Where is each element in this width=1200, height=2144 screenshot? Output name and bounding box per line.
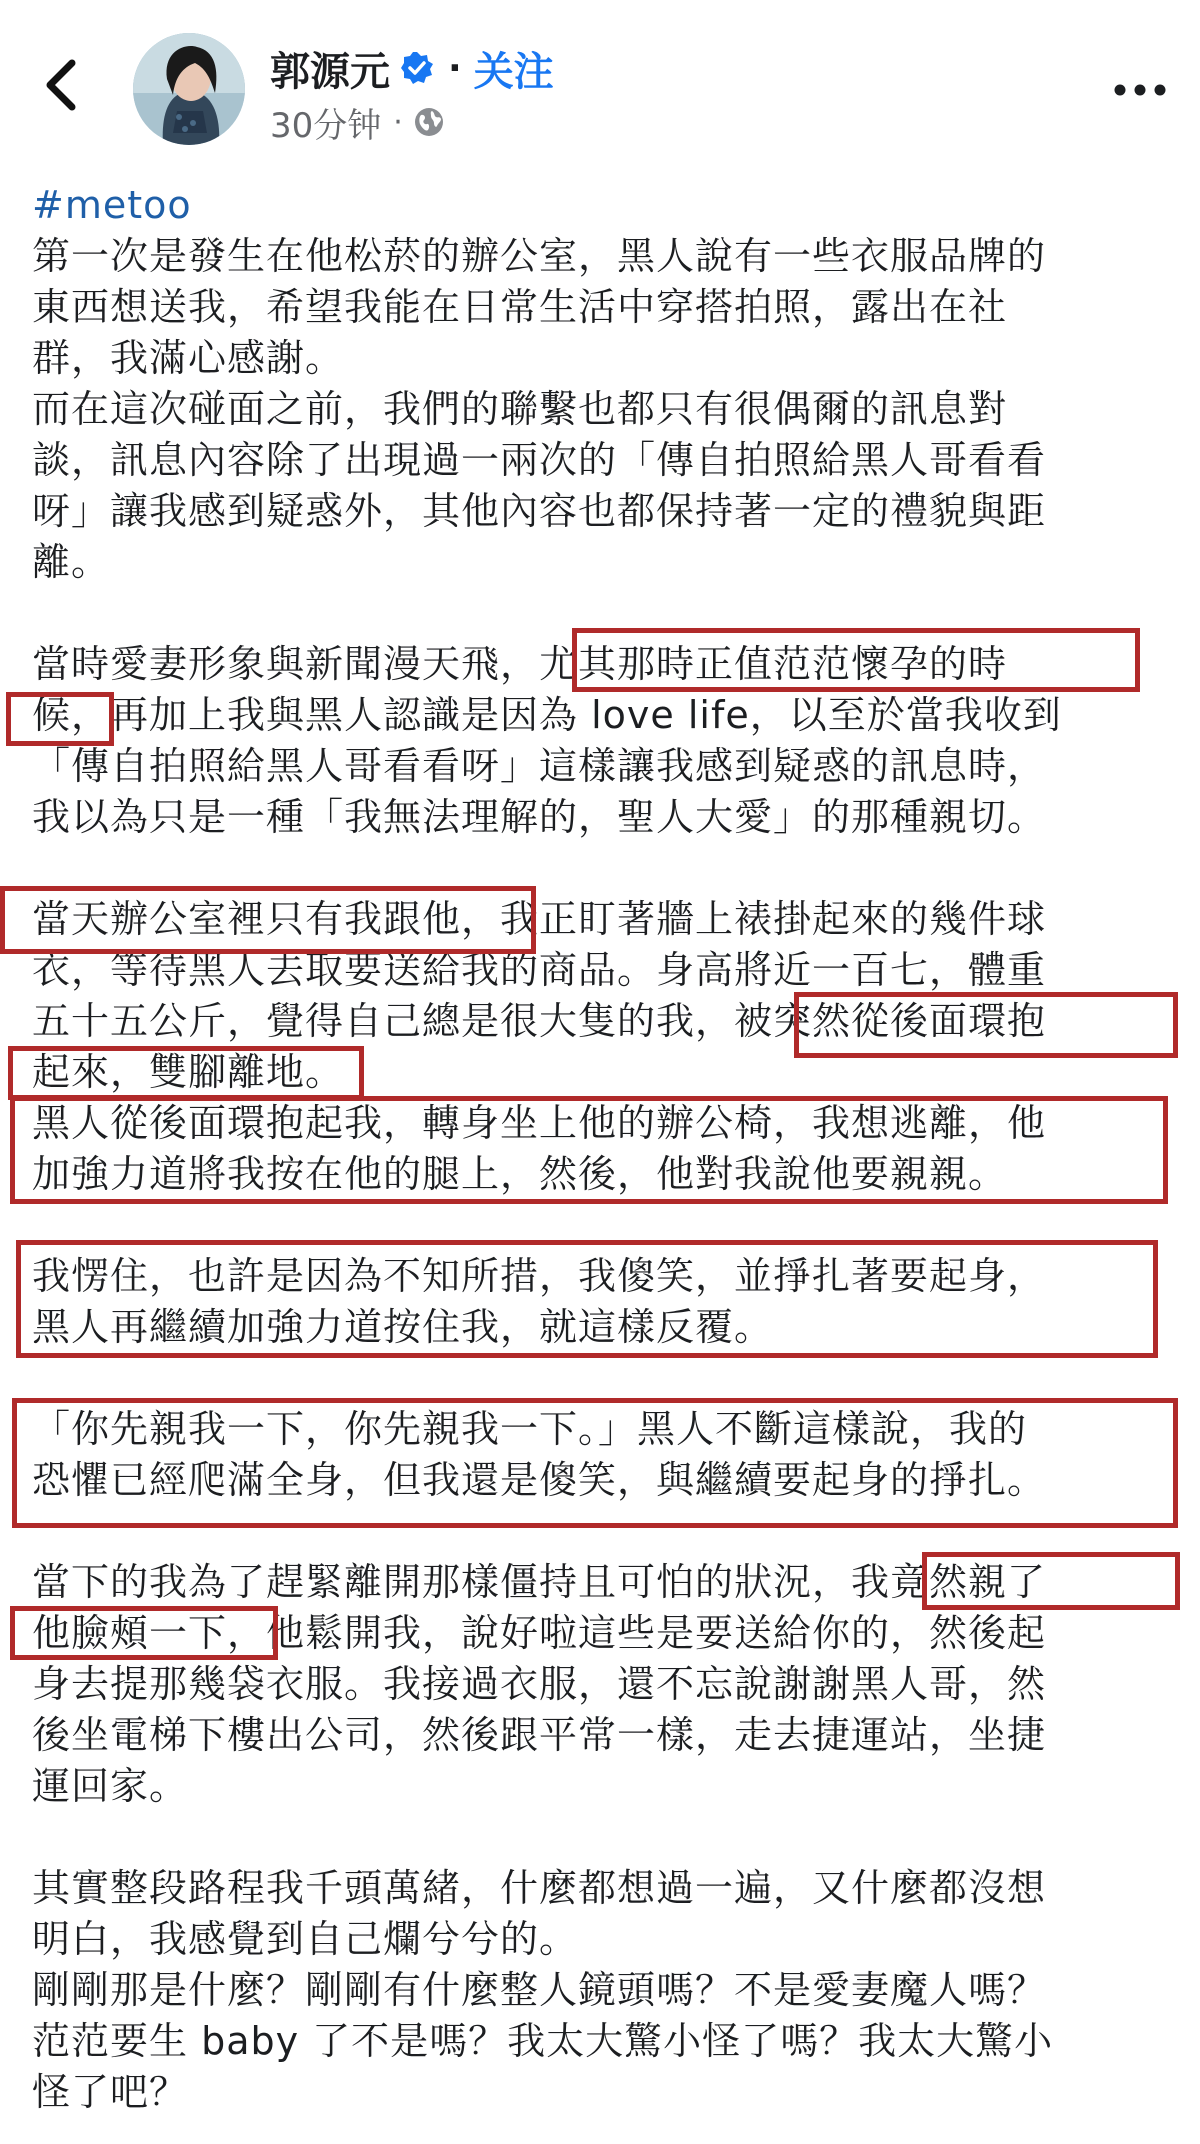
verified-badge-icon: [400, 51, 434, 85]
post-text-line: 「傳自拍照給黑人哥看看呀」這樣讓我感到疑惑的訊息時，: [32, 744, 1047, 788]
post-text-line: 黑人從後面環抱起我，轉身坐上他的辦公椅，我想逃離，他: [32, 1101, 1047, 1145]
post-text-line: 候，再加上我與黑人認識是因為 love life，以至於當我收到: [32, 693, 1062, 737]
post-text-line: 衣，等待黑人去取要送給我的商品。身高將近一百七，體重: [32, 948, 1047, 992]
post-text-line: 其實整段路程我千頭萬緒，什麼都想過一遍，又什麼都沒想: [32, 1866, 1047, 1910]
post-text-line: 離。: [32, 540, 111, 584]
post-text-line: 呀」讓我感到疑惑外，其他內容也都保持著一定的禮貌與距: [32, 489, 1047, 533]
post-text-line: [32, 1200, 1172, 1251]
post-text-line: 運回家。: [32, 1764, 189, 1808]
follow-button[interactable]: 关注: [473, 48, 554, 95]
post-text-line: 而在這次碰面之前，我們的聯繫也都只有很偶爾的訊息對: [32, 387, 1008, 431]
profile-photo: [133, 33, 245, 145]
separator-dot: ·: [448, 47, 462, 89]
meta-separator: ·: [393, 104, 403, 140]
post-text-line: 當時愛妻形象與新聞漫天飛，尤其那時正值范范懷孕的時: [32, 642, 1008, 686]
post-time[interactable]: 30分钟: [270, 105, 382, 146]
post-text-line: [32, 588, 1172, 639]
post-meta: [270, 100, 445, 144]
post-text-line: 五十五公斤，覺得自己總是很大隻的我，被突然從後面環抱: [32, 999, 1047, 1043]
avatar[interactable]: [133, 33, 245, 145]
hashtag-link[interactable]: #metoo: [32, 183, 192, 227]
post-text-line: [32, 843, 1172, 894]
post-text-line: 當下的我為了趕緊離開那樣僵持且可怕的狀況，我竟然親了: [32, 1560, 1047, 1604]
post-text-line: 怪了吧？: [32, 2070, 189, 2114]
post-text-line: 他臉頰一下，他鬆開我，說好啦這些是要送給你的，然後起: [32, 1611, 1047, 1655]
author-name[interactable]: 郭源元: [270, 48, 390, 95]
post-text-line: 第一次是發生在他松菸的辦公室，黑人說有一些衣服品牌的: [32, 234, 1047, 278]
chevron-left-icon: [40, 55, 80, 115]
globe-icon: [413, 106, 445, 138]
post-text-line: [32, 1506, 1172, 1557]
post-text-line: 我以為只是一種「我無法理解的，聖人大愛」的那種親切。: [32, 795, 1047, 839]
post-text-line: 身去提那幾袋衣服。我接過衣服，還不忘說謝謝黑人哥，然: [32, 1662, 1047, 1706]
post-text-line: [32, 1812, 1172, 1863]
post-text-line: 後坐電梯下樓出公司，然後跟平常一樣，走去捷運站，坐捷: [32, 1713, 1047, 1757]
post-text-line: 黑人再繼續加強力道按住我，就這樣反覆。: [32, 1305, 774, 1349]
post-text-line: 范范要生 baby 了不是嗎？我太大驚小怪了嗎？我太大驚小: [32, 2019, 1054, 2063]
post-text-line: 東西想送我，希望我能在日常生活中穿搭拍照，露出在社: [32, 285, 1008, 329]
post-text-line: 我愣住，也許是因為不知所措，我傻笑，並掙扎著要起身，: [32, 1254, 1047, 1298]
post-text-line: 「你先親我一下，你先親我一下。」黑人不斷這樣說，我的: [32, 1407, 1028, 1451]
post-text-line: 明白，我感覺到自己爛兮兮的。: [32, 1917, 579, 1961]
post-text-line: 剛剛那是什麼？剛剛有什麼整人鏡頭嗎？不是愛妻魔人嗎？: [32, 1968, 1047, 2012]
post-text-line: 加強力道將我按在他的腿上，然後，他對我說他要親親。: [32, 1152, 1008, 1196]
back-button[interactable]: [40, 55, 90, 125]
post-text-line: [32, 1353, 1172, 1404]
post-body: [32, 180, 1172, 2118]
post-text-line: 群，我滿心感謝。: [32, 336, 345, 380]
author-row: [270, 38, 554, 98]
post-text-line: 恐懼已經爬滿全身，但我還是傻笑，與繼續要起身的掙扎。: [32, 1458, 1047, 1502]
post-text-line: 談，訊息內容除了出現過一兩次的「傳自拍照給黑人哥看看: [32, 438, 1047, 482]
post-text-line: 起來，雙腳離地。: [32, 1050, 345, 1094]
post-header: [0, 0, 1200, 160]
post-text-line: 當天辦公室裡只有我跟他，我正盯著牆上裱掛起來的幾件球: [32, 897, 1047, 941]
more-options-icon[interactable]: [1110, 70, 1170, 110]
